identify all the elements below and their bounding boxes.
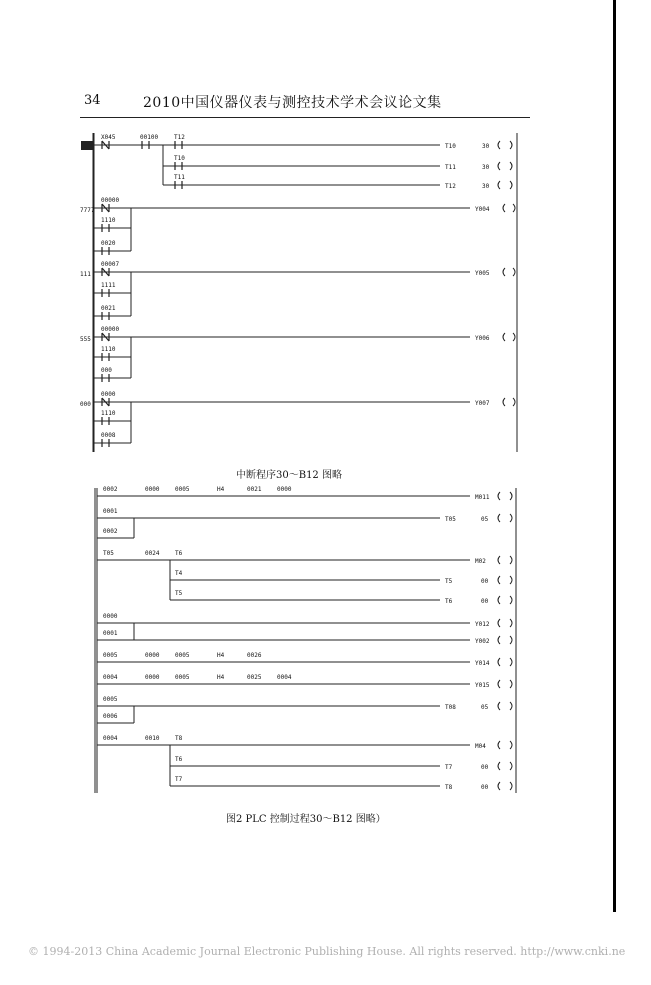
svg-text:Y005: Y005 — [475, 270, 490, 277]
svg-text:T6: T6 — [175, 550, 183, 557]
svg-text:05: 05 — [481, 516, 489, 523]
svg-text:T10: T10 — [174, 155, 185, 162]
svg-text:0005: 0005 — [175, 674, 190, 681]
svg-text:Y012: Y012 — [475, 621, 490, 628]
svg-text:H4: H4 — [217, 486, 225, 493]
svg-text:T10: T10 — [445, 143, 456, 150]
svg-text:T7: T7 — [445, 764, 453, 771]
svg-text:T05: T05 — [103, 550, 114, 557]
svg-text:0010: 0010 — [145, 735, 160, 742]
copyright-footer: © 1994-2013 China Academic Journal Electronic Publishing House. All rights reserved. http://www.cnki.ne — [28, 945, 626, 958]
svg-text:0006: 0006 — [103, 713, 118, 720]
rung-label: 111 — [80, 271, 91, 278]
svg-text:0000: 0000 — [277, 486, 292, 493]
svg-text:1111: 1111 — [101, 282, 116, 289]
svg-text:T6: T6 — [445, 598, 453, 605]
figure-1-caption: 中断程序30～B12 图略 — [236, 470, 342, 481]
svg-text:T12: T12 — [174, 134, 185, 141]
svg-text:H4: H4 — [217, 674, 225, 681]
svg-text:00100: 00100 — [140, 134, 159, 141]
rung-label: 555 — [80, 336, 91, 343]
svg-text:0008: 0008 — [101, 432, 116, 439]
svg-text:X045: X045 — [101, 134, 116, 141]
svg-text:T6: T6 — [175, 756, 183, 763]
svg-text:00000: 00000 — [101, 197, 120, 204]
svg-text:0000: 0000 — [103, 613, 118, 620]
svg-text:30: 30 — [482, 143, 490, 150]
svg-text:0025: 0025 — [247, 674, 262, 681]
running-title: 2010中国仪器仪表与测控技术学术会议论文集 — [143, 95, 442, 111]
svg-text:0005: 0005 — [175, 652, 190, 659]
svg-text:Y006: Y006 — [475, 335, 490, 342]
svg-text:M04: M04 — [475, 743, 486, 750]
svg-text:H4: H4 — [217, 652, 225, 659]
svg-text:0004: 0004 — [277, 674, 292, 681]
svg-text:T12: T12 — [445, 183, 456, 190]
svg-text:1110: 1110 — [101, 410, 116, 417]
svg-text:Y004: Y004 — [475, 206, 490, 213]
svg-text:T05: T05 — [445, 516, 456, 523]
svg-text:T08: T08 — [445, 704, 456, 711]
svg-text:0005: 0005 — [175, 486, 190, 493]
svg-text:00: 00 — [481, 764, 489, 771]
svg-text:0024: 0024 — [145, 550, 160, 557]
svg-text:05: 05 — [481, 704, 489, 711]
svg-text:M02: M02 — [475, 558, 486, 565]
svg-text:30: 30 — [482, 183, 490, 190]
svg-text:0004: 0004 — [103, 735, 118, 742]
svg-text:T5: T5 — [445, 578, 453, 585]
svg-text:Y007: Y007 — [475, 400, 490, 407]
svg-text:Y014: Y014 — [475, 660, 490, 667]
svg-text:00: 00 — [481, 578, 489, 585]
figure-2-caption: 图2 PLC 控制过程30～B12 图略） — [226, 814, 386, 825]
svg-text:0026: 0026 — [247, 652, 262, 659]
svg-text:0000: 0000 — [145, 674, 160, 681]
svg-text:0001: 0001 — [103, 508, 118, 515]
svg-text:T5: T5 — [175, 590, 183, 597]
svg-text:0021: 0021 — [247, 486, 262, 493]
svg-text:0000: 0000 — [145, 486, 160, 493]
svg-text:T7: T7 — [175, 776, 183, 783]
svg-text:Y002: Y002 — [475, 638, 490, 645]
svg-text:00000: 00000 — [101, 326, 120, 333]
svg-text:T11: T11 — [445, 164, 456, 171]
rung-label: 000 — [80, 401, 91, 408]
svg-text:0005: 0005 — [103, 696, 118, 703]
svg-text:00007: 00007 — [101, 261, 120, 268]
svg-text:000: 000 — [101, 367, 112, 374]
svg-text:1110: 1110 — [101, 346, 116, 353]
svg-text:0004: 0004 — [103, 674, 118, 681]
svg-text:0002: 0002 — [103, 528, 118, 535]
rung-label: 7777 — [80, 207, 95, 214]
svg-text:0002: 0002 — [103, 486, 118, 493]
svg-text:00: 00 — [481, 784, 489, 791]
svg-text:T11: T11 — [174, 174, 185, 181]
svg-text:0000: 0000 — [145, 652, 160, 659]
svg-text:00: 00 — [481, 598, 489, 605]
svg-text:T8: T8 — [175, 735, 183, 742]
svg-text:0001: 0001 — [103, 630, 118, 637]
page-number: 34 — [84, 93, 101, 108]
svg-text:M011: M011 — [475, 494, 490, 501]
svg-text:T8: T8 — [445, 784, 453, 791]
svg-text:1110: 1110 — [101, 217, 116, 224]
svg-text:30: 30 — [482, 164, 490, 171]
svg-text:T4: T4 — [175, 570, 183, 577]
svg-text:0000: 0000 — [101, 391, 116, 398]
svg-text:0020: 0020 — [101, 240, 116, 247]
svg-text:Y015: Y015 — [475, 682, 490, 689]
svg-text:0005: 0005 — [103, 652, 118, 659]
svg-text:0021: 0021 — [101, 305, 116, 312]
